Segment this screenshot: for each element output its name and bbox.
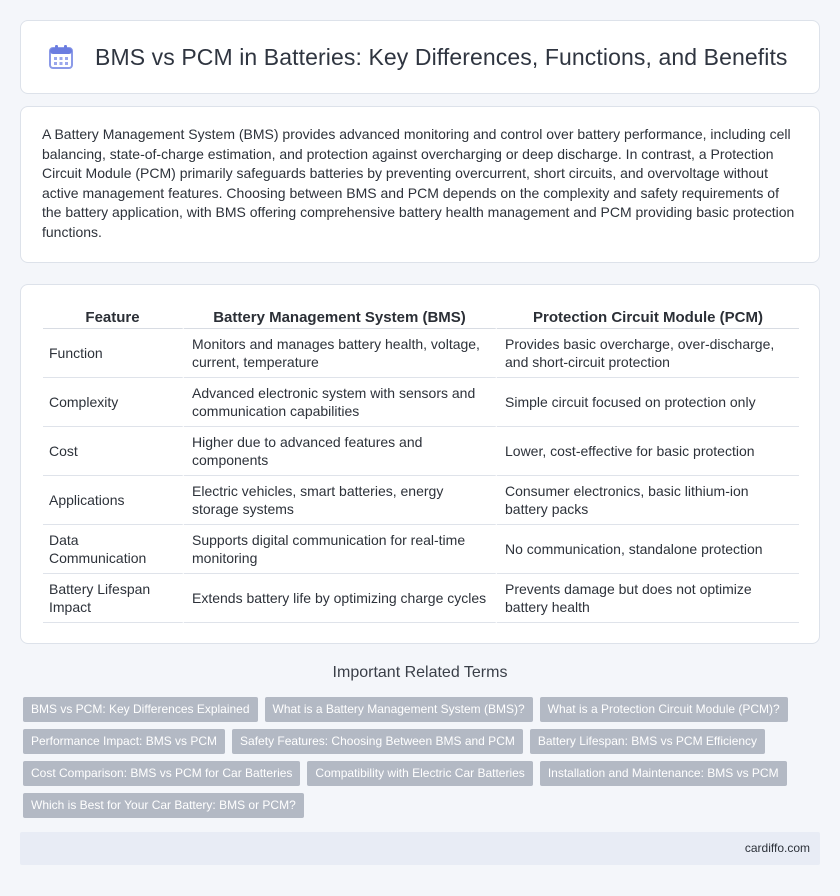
cell-pcm: No communication, standalone protection xyxy=(497,525,799,574)
calendar-icon xyxy=(47,43,75,71)
header-bms: Battery Management System (BMS) xyxy=(184,305,497,329)
cell-pcm: Lower, cost-effective for basic protection xyxy=(497,427,799,476)
cell-pcm: Consumer electronics, basic lithium-ion battery packs xyxy=(497,476,799,525)
related-term-link[interactable]: What is a Protection Circuit Module (PCM)? xyxy=(540,697,788,722)
related-terms-heading: Important Related Terms xyxy=(332,664,508,681)
related-term-link[interactable]: BMS vs PCM: Key Differences Explained xyxy=(23,697,258,722)
cell-pcm: Provides basic overcharge, over-discharge, and short-circuit protection xyxy=(497,329,799,378)
tag-row xyxy=(23,697,823,722)
intro-paragraph: A Battery Management System (BMS) provides advanced monitoring and control over battery performance, including cell balancing, state-of-charge estimation, and protection against overcharging or deep discharge. In contrast, a Protection Circuit Module (PCM) primarily safeguards batteries by preventing overcurrent, short circuits, and overvoltage without active management features. Choosing between BMS and PCM depends on the complexity and safety requirements of the battery application, with BMS offering comprehensive battery health management and PCM providing basic protection functions. xyxy=(42,126,795,240)
table-row xyxy=(43,378,799,427)
cell-bms: Supports digital communication for real-time monitoring xyxy=(184,525,497,574)
table-row xyxy=(43,574,799,623)
header-feature: Feature xyxy=(43,305,184,329)
related-term-link[interactable]: What is a Battery Management System (BMS)? xyxy=(265,697,533,722)
table-row xyxy=(43,427,799,476)
related-terms-list xyxy=(23,697,823,825)
title-card xyxy=(20,20,820,94)
table-header-row xyxy=(43,305,799,329)
cell-bms: Monitors and manages battery health, voltage, current, temperature xyxy=(184,329,497,378)
tag-row xyxy=(23,793,823,818)
related-term-link[interactable]: Safety Features: Choosing Between BMS and PCM xyxy=(232,729,523,754)
tag-row xyxy=(23,761,823,786)
cell-pcm: Prevents damage but does not optimize battery health xyxy=(497,574,799,623)
header-pcm: Protection Circuit Module (PCM) xyxy=(497,305,799,329)
intro-card xyxy=(20,106,820,263)
cell-feature: Complexity xyxy=(43,378,184,427)
cell-pcm: Simple circuit focused on protection only xyxy=(497,378,799,427)
footer-site-link[interactable]: cardiffo.com xyxy=(744,841,810,855)
related-term-link[interactable]: Performance Impact: BMS vs PCM xyxy=(23,729,225,754)
related-term-link[interactable]: Cost Comparison: BMS vs PCM for Car Batteries xyxy=(23,761,300,786)
cell-bms: Extends battery life by optimizing charge cycles xyxy=(184,574,497,623)
related-term-link[interactable]: Compatibility with Electric Car Batteries xyxy=(307,761,532,786)
cell-feature: Applications xyxy=(43,476,184,525)
cell-feature: Data Communication xyxy=(43,525,184,574)
cell-bms: Higher due to advanced features and components xyxy=(184,427,497,476)
comparison-table xyxy=(43,305,799,623)
page-title: BMS vs PCM in Batteries: Key Differences, Functions, and Benefits xyxy=(95,43,788,70)
table-row xyxy=(43,476,799,525)
cell-feature: Battery Lifespan Impact xyxy=(43,574,184,623)
related-term-link[interactable]: Battery Lifespan: BMS vs PCM Efficiency xyxy=(530,729,765,754)
comparison-table-card xyxy=(20,284,820,644)
tag-row xyxy=(23,729,823,754)
cell-bms: Advanced electronic system with sensors and communication capabilities xyxy=(184,378,497,427)
table-row xyxy=(43,525,799,574)
cell-feature: Cost xyxy=(43,427,184,476)
related-term-link[interactable]: Installation and Maintenance: BMS vs PCM xyxy=(540,761,787,786)
table-row xyxy=(43,329,799,378)
footer xyxy=(20,832,820,865)
cell-bms: Electric vehicles, smart batteries, energy storage systems xyxy=(184,476,497,525)
cell-feature: Function xyxy=(43,329,184,378)
related-term-link[interactable]: Which is Best for Your Car Battery: BMS or PCM? xyxy=(23,793,304,818)
